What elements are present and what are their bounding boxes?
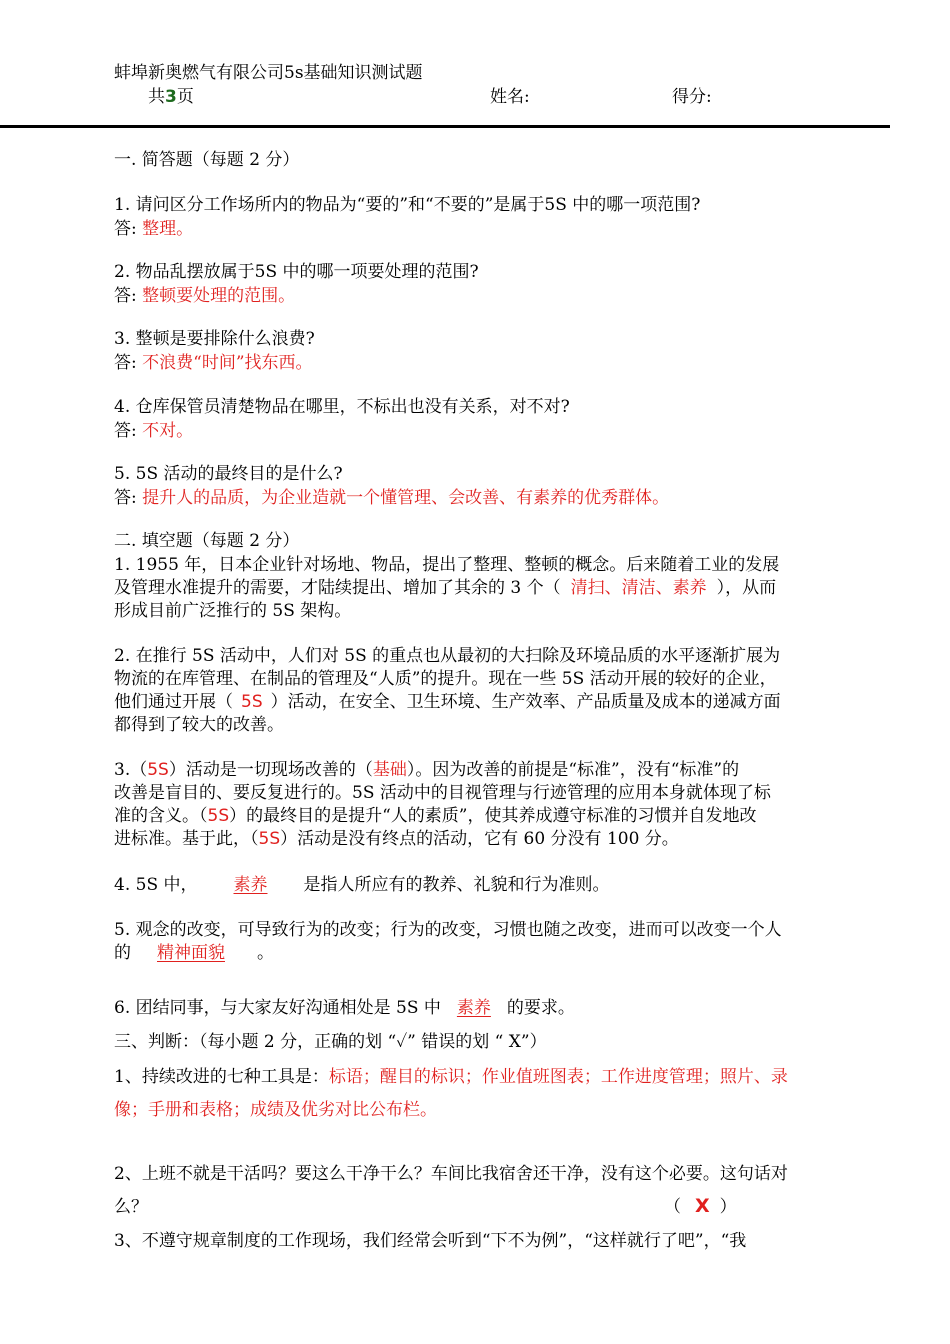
name-label: 姓名: xyxy=(490,87,530,107)
fill-answer: 素养 xyxy=(456,998,491,1018)
s1-answer-5 xyxy=(114,487,669,509)
s2-q1-line2 xyxy=(114,577,776,599)
score-label: 得分: xyxy=(672,87,712,107)
page-count-suffix: 页 xyxy=(176,87,194,107)
text: 6. 团结同事，与大家友好沟通相处是 5S 中 xyxy=(114,998,441,1018)
s1-question-5: 5. 5S 活动的最终目的是什么? xyxy=(114,464,343,484)
answer-text: 不浪费“时间”找东西。 xyxy=(142,353,313,373)
answer-label: 答: xyxy=(114,286,137,306)
answer-text: 提升人的品质，为企业造就一个懂管理、会改善、有素养的优秀群体。 xyxy=(142,488,670,508)
text: 准的含义。（ xyxy=(114,806,208,826)
s2-q3-line3 xyxy=(114,805,757,827)
answer-text: 整顿要处理的范围。 xyxy=(142,286,296,306)
s3-q1-line1 xyxy=(114,1066,788,1088)
text: 的 xyxy=(114,943,131,963)
s2-q3-line2: 改善是盲目的、要反复进行的。5S 活动中的目视管理与行迹管理的应用本身就体现了标 xyxy=(114,783,771,803)
cross-mark-icon: X xyxy=(695,1195,710,1217)
fill-answer: 精神面貌 xyxy=(157,943,225,963)
s2-q2-line3 xyxy=(114,691,781,713)
judgement-mark xyxy=(664,1194,737,1219)
fill-answer: 清扫、清洁、素养 xyxy=(570,578,707,598)
s1-answer-1 xyxy=(114,218,193,240)
text: 是指人所应有的教养、礼貌和行为准则。 xyxy=(303,875,610,895)
s2-q1-line3: 形成目前广泛推行的 5S 架构。 xyxy=(114,601,352,621)
s3-q2-line2: 么？ xyxy=(114,1197,148,1217)
fill-answer: 5S xyxy=(241,692,263,712)
page-count-prefix: 共 xyxy=(148,87,165,107)
fill-answer: 5S xyxy=(258,829,281,849)
answer-text: 不对。 xyxy=(142,421,194,441)
s1-question-4: 4. 仓库保管员清楚物品在哪里，不标出也没有关系，对不对? xyxy=(114,397,570,417)
answer-label: 答: xyxy=(114,421,137,441)
page-count-number: 3 xyxy=(165,87,177,107)
s1-answer-2 xyxy=(114,285,295,307)
text: 3.（ xyxy=(114,760,148,780)
text: 他们通过开展（ xyxy=(114,692,233,712)
header-divider xyxy=(0,125,890,128)
text: 及管理水准提升的需要，才陆续提出、增加了其余的 3 个（ xyxy=(114,578,561,598)
text: 1、持续改进的七种工具是： xyxy=(114,1067,329,1087)
s2-q1-line1: 1. 1955 年，日本企业针对场地、物品，提出了整理、整顿的概念。后来随着工业的发展 xyxy=(114,555,780,575)
answer-label: 答: xyxy=(114,219,137,239)
s2-q6 xyxy=(114,997,575,1019)
text: ）。因为改善的前提是“标准”，没有“标准”的 xyxy=(406,760,740,780)
fill-answer: 5S xyxy=(207,806,230,826)
s2-q3-line1 xyxy=(114,759,739,781)
paren-close: ） xyxy=(719,1197,737,1217)
fill-answer: 基础 xyxy=(372,760,407,780)
s1-answer-4 xyxy=(114,420,193,442)
text: 进标准。基于此，（ xyxy=(114,829,259,849)
text: ）的最终目的是提升“人的素质”，使其养成遵守标准的习惯并自发地改 xyxy=(229,806,757,826)
answer-label: 答: xyxy=(114,353,137,373)
s2-q5-line1: 5. 观念的改变，可导致行为的改变；行为的改变，习惯也随之改变，进而可以改变一个人 xyxy=(114,920,782,940)
fill-answer: 标语；醒目的标识；作业值班图表；工作进度管理；照片、录 xyxy=(328,1067,788,1087)
s2-q5-line2 xyxy=(114,942,274,964)
fill-answer: 5S xyxy=(147,760,169,780)
s2-q3-line4 xyxy=(114,828,679,850)
text: 4. 5S 中， xyxy=(114,875,198,895)
text: ）活动是一切现场改善的（ xyxy=(168,760,373,780)
s2-q2-line4: 都得到了较大的改善。 xyxy=(114,715,284,735)
s3-q2-line1: 2、上班不就是干活吗？要这么干净干么？车间比我宿舍还干净，没有这个必要。这句话对 xyxy=(114,1164,788,1184)
s2-q2-line2: 物流的在库管理、在制品的管理及“人质”的提升。现在一些 5S 活动开展的较好的企业， xyxy=(114,669,777,689)
s3-q1-line2: 像；手册和表格；成绩及优劣对比公布栏。 xyxy=(114,1100,437,1120)
text: ）活动，在安全、卫生环境、生产效率、产品质量及成本的递减方面 xyxy=(270,692,781,712)
fill-answer: 素养 xyxy=(233,875,268,895)
s1-question-3: 3. 整顿是要排除什么浪费? xyxy=(114,329,315,349)
document-title: 蚌埠新奥燃气有限公司5s基础知识测试题 xyxy=(114,63,423,83)
text: 的要求。 xyxy=(506,998,575,1018)
text: ），从而 xyxy=(716,578,777,598)
s1-question-1: 1. 请问区分工作场所内的物品为“要的”和“不要的”是属于5S 中的哪一项范围? xyxy=(114,195,701,215)
section3-title: 三、判断：（每小题 2 分，正确的划 “✓” 错误的划 “ X”） xyxy=(114,1032,547,1052)
section2-title: 二. 填空题（每题 2 分） xyxy=(114,531,300,551)
s1-answer-3 xyxy=(114,352,313,374)
text: ）活动是没有终点的活动，它有 60 分没有 100 分。 xyxy=(280,829,679,849)
text: 。 xyxy=(257,943,274,963)
s3-q3-line1: 3、不遵守规章制度的工作现场，我们经常会听到“下不为例”，“这样就行了吧”，“我 xyxy=(114,1231,747,1251)
s2-q2-line1: 2. 在推行 5S 活动中，人们对 5S 的重点也从最初的大扫除及环境品质的水平逐渐扩展为 xyxy=(114,646,781,666)
paren-open: （ xyxy=(664,1197,681,1217)
s2-q4 xyxy=(114,874,610,896)
answer-text: 整理。 xyxy=(142,219,194,239)
s1-question-2: 2. 物品乱摆放属于5S 中的哪一项要处理的范围? xyxy=(114,262,479,282)
section1-title: 一. 简答题（每题 2 分） xyxy=(114,150,300,170)
answer-label: 答: xyxy=(114,488,137,508)
page-count xyxy=(148,82,194,107)
